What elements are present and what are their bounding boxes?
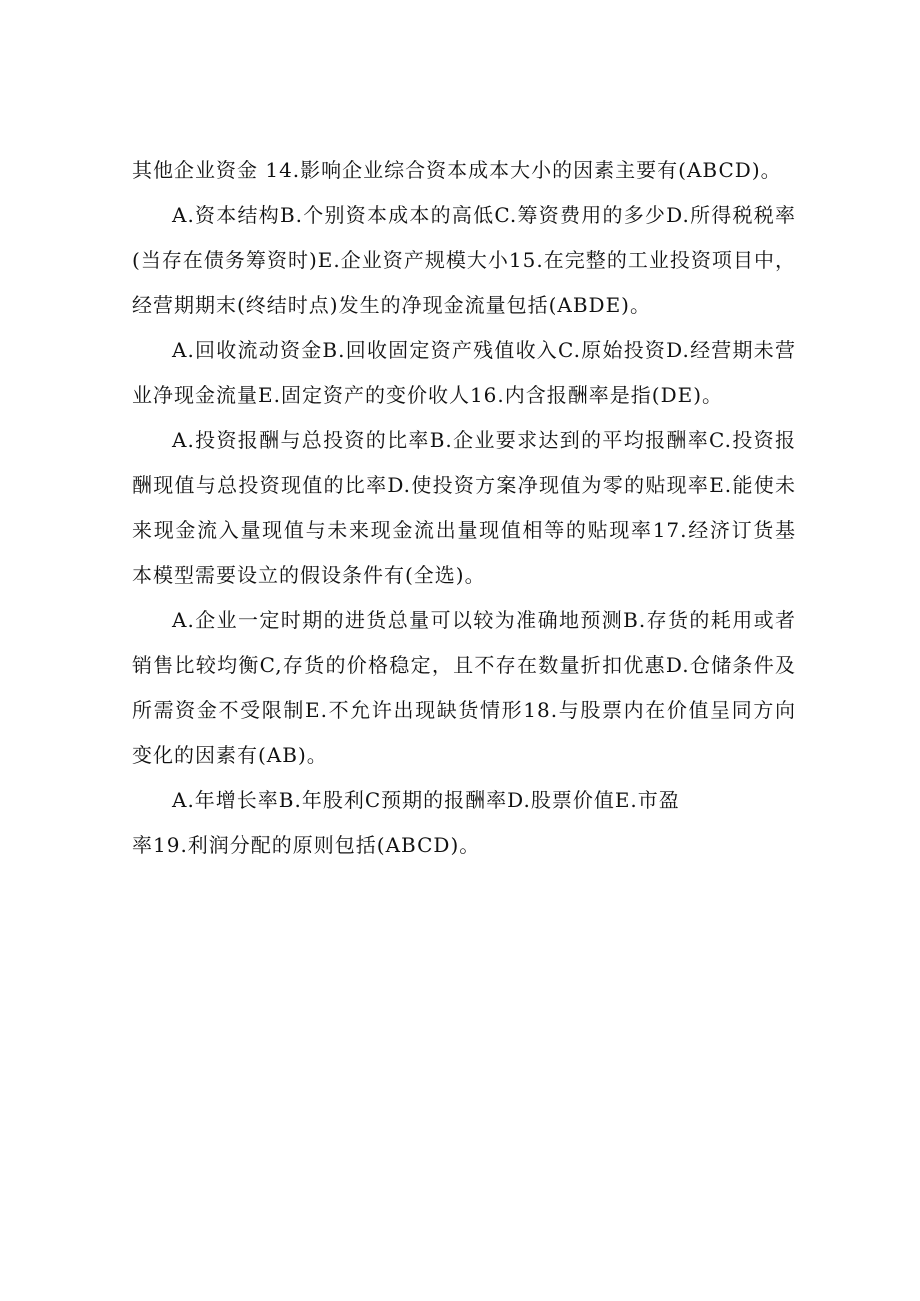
document-body [132,148,796,868]
paragraph-3: A.回收流动资金B.回收固定资产残值收入C.原始投资D.经营期未营业净现金流量E.固定资产的变价收人16.内含报酬率是指(DE)。 [132,338,796,407]
paragraph-1: 其他企业资金 14.影响企业综合资本成本大小的因素主要有(ABCD)。 [132,158,782,182]
paragraph-2: A.资本结构B.个别资本成本的高低C.筹资费用的多少D.所得税税率(当存在债务筹资时)E.企业资产规模大小15.在完整的工业投资项目中，经营期期末(终结时点)发生的净现金流量包括(ABDE)。 [132,203,796,317]
paragraph-5: A.企业一定时期的进货总量可以较为准确地预测B.存货的耗用或者销售比较均衡C,存货的价格稳定，且不存在数量折扣优惠D.仓储条件及所需资金不受限制E.不允许出现缺货情形18.与股票内在价值呈同方向变化的因素有(AB)。 [132,608,796,767]
paragraph-6: A.年增长率B.年股利C预期的报酬率D.股票价值E.市盈 [172,788,680,812]
paragraph-7: 率19.利润分配的原则包括(ABCD)。 [132,833,481,857]
paragraph-4: A.投资报酬与总投资的比率B.企业要求达到的平均报酬率C.投资报酬现值与总投资现值的比率D.使投资方案净现值为零的贴现率E.能使未来现金流入量现值与未来现金流出量现值相等的贴现率17.经济订货基本模型需要设立的假设条件有(全选)。 [132,428,796,587]
